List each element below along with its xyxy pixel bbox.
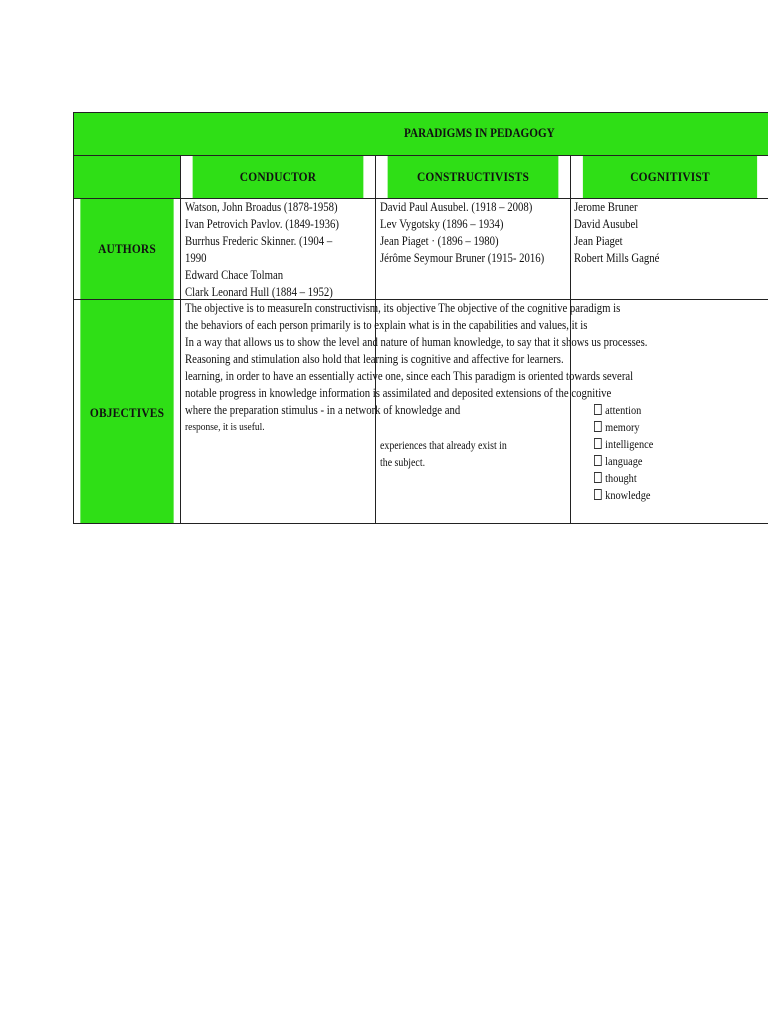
list-item: intelligence <box>594 436 653 453</box>
author-name: Jérôme Seymour Bruner (1915- 2016) <box>380 251 545 265</box>
objective-line: experiences that already exist in <box>380 440 507 452</box>
objective-line: notable progress in knowledge information is assimilated and deposited extensions of the cognitive <box>185 386 612 400</box>
table-title-row <box>74 113 768 156</box>
objective-line: the behaviors of each person primarily is to explain what is in the capabilities and values, it is <box>185 318 588 332</box>
objective-line: response, it is useful. <box>185 421 265 433</box>
author-name: 1990 <box>185 251 207 265</box>
paradigms-table <box>73 112 768 524</box>
list-item: memory <box>594 419 653 436</box>
objectives-text <box>185 300 647 436</box>
objective-line: The objective is to measureIn constructivism, its objective The objective of the cognitive paradigm is <box>185 301 621 315</box>
header-blank-cell <box>74 156 180 198</box>
header-cognitivist: COGNITIVIST <box>583 156 757 198</box>
cognitive-extensions-list <box>594 402 653 504</box>
constructivist-objective-tail <box>380 438 507 472</box>
author-name: Lev Vygotsky (1896 – 1934) <box>380 217 504 231</box>
table-title: PARADIGMS IN PEDAGOGY <box>404 125 555 140</box>
author-name: Burrhus Frederic Skinner. (1904 – <box>185 234 333 248</box>
authors-cognitivist <box>574 199 659 267</box>
list-item: language <box>594 453 653 470</box>
list-item: thought <box>594 470 653 487</box>
list-item: attention <box>594 402 653 419</box>
header-constructivists: CONSTRUCTIVISTS <box>388 156 559 198</box>
square-bullet-icon <box>594 472 602 483</box>
square-bullet-icon <box>594 489 602 500</box>
objective-line: Reasoning and stimulation also hold that learning is cognitive and affective for learners. <box>185 352 564 366</box>
authors-constructivists <box>380 199 544 267</box>
author-name: David Ausubel <box>574 217 639 231</box>
objective-line: where the preparation stimulus - in a network of knowledge and <box>185 403 461 417</box>
author-name: Jean Piaget · (1896 – 1980) <box>380 234 499 248</box>
author-name: Clark Leonard Hull (1884 – 1952) <box>185 285 333 299</box>
author-name: Jerome Bruner <box>574 200 638 214</box>
square-bullet-icon <box>594 438 602 449</box>
objective-line: learning, in order to have an essentially active one, since each This paradigm is oriented towards several <box>185 369 634 383</box>
square-bullet-icon <box>594 421 602 432</box>
author-name: Ivan Petrovich Pavlov. (1849-1936) <box>185 217 339 231</box>
grid-line <box>180 156 181 524</box>
author-name: Watson, John Broadus (1878-1958) <box>185 200 338 214</box>
list-item: knowledge <box>594 487 653 504</box>
author-name: Jean Piaget <box>574 234 623 248</box>
objective-line: the subject. <box>380 457 426 469</box>
objective-line: In a way that allows us to show the level and nature of human knowledge, to say that it shows us processes. <box>185 335 648 349</box>
author-name: Robert Mills Gagné <box>574 251 660 265</box>
author-name: David Paul Ausubel. (1918 – 2008) <box>380 200 533 214</box>
row-label-objectives: OBJECTIVES <box>80 300 173 524</box>
square-bullet-icon <box>594 455 602 466</box>
row-label-authors: AUTHORS <box>80 198 173 299</box>
header-conductor: CONDUCTOR <box>193 156 364 198</box>
square-bullet-icon <box>594 404 602 415</box>
authors-conductor <box>185 199 372 301</box>
author-name: Edward Chace Tolman <box>185 268 284 282</box>
